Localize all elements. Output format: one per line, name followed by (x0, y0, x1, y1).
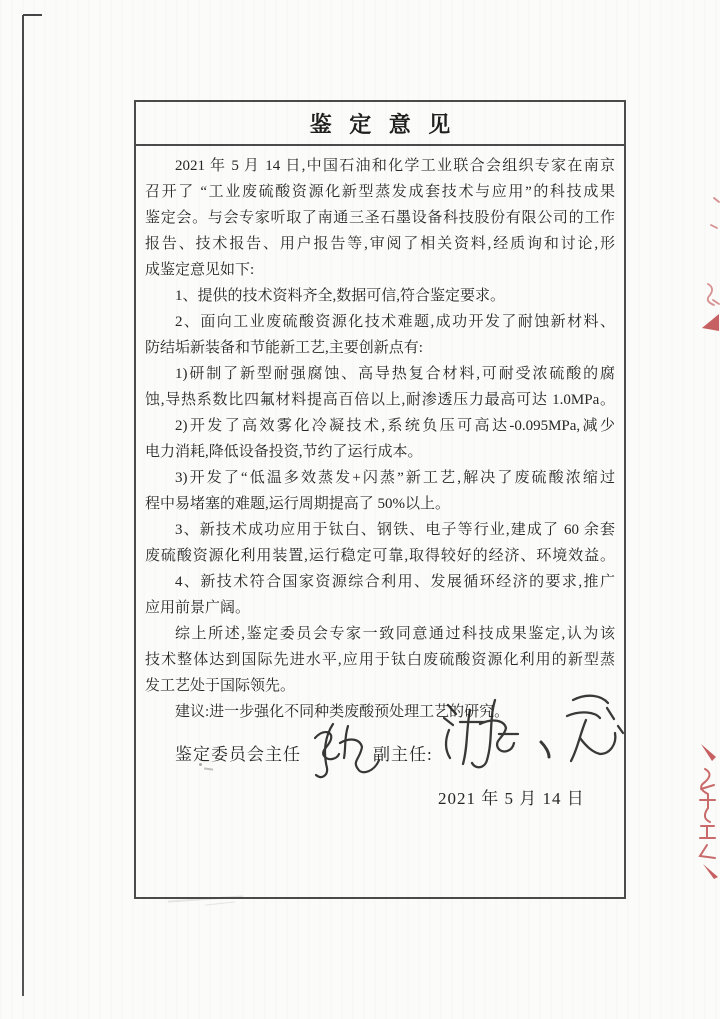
red-margin-annotation-lower (688, 742, 720, 880)
doc-line: 2)开发了高效雾化冷凝技术,系统负压可高达-0.095MPa,减少 (175, 418, 615, 434)
date-line: 2021 年 5 月 14 日 (438, 789, 585, 808)
red-margin-marks-upper (697, 192, 720, 340)
chairman-label: 鉴定委员会主任 (175, 745, 301, 764)
document-body (136, 146, 624, 725)
vice-chairman-signatures-handwriting (441, 688, 627, 780)
vice-chairman-label: 副主任: (373, 745, 433, 764)
doc-line: 4、新技术符合国家资源综合利用、发展循环经济的要求,推广 (175, 574, 615, 590)
doc-line: 蚀,导热系数比四氟材料提高百倍以上,耐渗透压力最高可达 1.0MPa。 (145, 392, 615, 408)
doc-line: 成鉴定意见如下: (145, 262, 255, 278)
doc-line: 建议:进一步强化不同种类废酸预处理工艺的研究。 (175, 704, 510, 720)
doc-line: 2021 年 5 月 14 日,中国石油和化学工业联合会组织专家在南京 (175, 158, 615, 174)
doc-line: 发工艺处于国际领先。 (145, 678, 296, 694)
title-band (136, 102, 624, 146)
page-title: 鉴 定 意 见 (309, 111, 457, 137)
doc-line: 综上所述,鉴定委员会专家一致同意通过科技成果鉴定,认为该 (175, 626, 615, 642)
scan-smudge (205, 901, 235, 905)
red-wedge-mark (702, 314, 719, 331)
doc-line: 废硫酸资源化利用装置,运行稳定可靠,取得较好的经济、环境效益。 (145, 548, 615, 564)
doc-line: 应用前景广阔。 (145, 600, 251, 616)
doc-line: 1、提供的技术资料齐全,数据可信,符合鉴定要求。 (175, 288, 506, 304)
doc-line: 3)开发了“低温多效蒸发+闪蒸”新工艺,解决了废硫酸浓缩过 (175, 470, 615, 486)
doc-line: 电力消耗,降低设备投资,节约了运行成本。 (145, 444, 423, 460)
doc-line: 2、面向工业废硫酸资源化技术难题,成功开发了耐蚀新材料、 (175, 314, 615, 330)
doc-line: 召开了 “工业废硫酸资源化新型蒸发成套技术与应用”的科技成果 (145, 184, 615, 200)
doc-line: 程中易堵塞的难题,运行周期提高了 50%以上。 (145, 496, 450, 512)
scan-page-edge-line (22, 15, 24, 996)
doc-line: 报告、技术报告、用户报告等,审阅了相关资料,经质询和讨论,形 (145, 236, 615, 252)
doc-line: 防结垢新装备和节能新工艺,主要创新点有: (145, 340, 423, 356)
doc-line: 3、新技术成功应用于钛白、钢铁、电子等行业,建成了 60 余套 (175, 522, 615, 538)
scan-page-edge-corner (23, 14, 42, 16)
doc-line: 1)研制了新型耐强腐蚀、高导热复合材料,可耐受浓硫酸的腐 (175, 366, 615, 382)
doc-line: 技术整体达到国际先进水平,应用于钛白废硫酸资源化利用的新型蒸 (145, 652, 615, 668)
doc-line: 鉴定会。与会专家听取了南通三圣石墨设备科技股份有限公司的工作 (145, 210, 615, 226)
